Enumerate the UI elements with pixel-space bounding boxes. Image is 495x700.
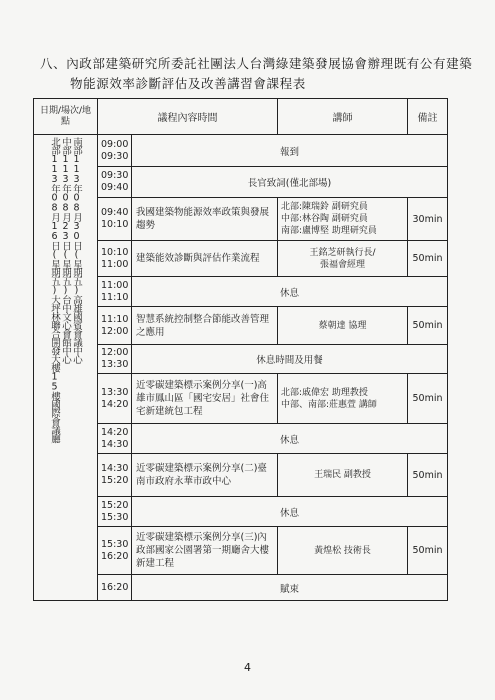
duration-note: 50min xyxy=(408,374,448,424)
schedule-table xyxy=(33,98,448,601)
speaker-cell: 北部:戚偉宏 助理教授 中部、南部:莊惠萱 講師 xyxy=(278,374,408,424)
heading-line-2: 物能源效率診斷評估及改善講習會課程表 xyxy=(70,76,306,91)
duration-note: 50min xyxy=(408,454,448,497)
document-heading xyxy=(40,54,480,94)
location-south: 南部113年08月30日(星期五)高雄國賓會議中心 xyxy=(71,137,82,363)
time-cell: 15:20 15:30 xyxy=(98,497,132,527)
session-label: 長官致詞(僅北部場) xyxy=(132,167,448,198)
time-cell: 12:00 13:30 xyxy=(98,345,132,374)
speaker-cell: 王銘芝研執行長/ 張福會經理 xyxy=(278,241,408,277)
time-cell: 11:00 11:10 xyxy=(98,277,132,307)
session-label: 休息 xyxy=(132,497,448,527)
location-central: 中部113年08月23日(星期五)台中文心會館中心 xyxy=(60,137,71,363)
topic-cell: 我國建築物能源效率政策與發展趨勢 xyxy=(132,198,278,241)
location-north: 北部113年08月16日(星期五)大坪林聯合開發大樓15樓國際會議廳 xyxy=(49,137,60,443)
topic-cell: 智慧系統控制整合節能改善管理之應用 xyxy=(132,307,278,345)
time-cell: 14:20 14:30 xyxy=(98,424,132,454)
session-label: 休息 xyxy=(132,424,448,454)
time-cell: 13:30 14:20 xyxy=(98,374,132,424)
page-number: 4 xyxy=(244,661,251,674)
header-speaker: 講師 xyxy=(278,99,408,135)
topic-cell: 近零碳建築標示案例分享(二)臺南市政府永華市政中心 xyxy=(132,454,278,497)
time-cell: 11:10 12:00 xyxy=(98,307,132,345)
time-cell: 14:30 15:20 xyxy=(98,454,132,497)
duration-note: 30min xyxy=(408,198,448,241)
header-row xyxy=(34,99,448,135)
time-cell: 09:40 10:10 xyxy=(98,198,132,241)
time-cell: 10:10 11:00 xyxy=(98,241,132,277)
time-cell: 16:20 xyxy=(98,575,132,601)
speaker-cell: 黃煌松 技術長 xyxy=(278,527,408,575)
speaker-cell: 蔡朝達 協理 xyxy=(278,307,408,345)
time-cell: 09:30 09:40 xyxy=(98,167,132,198)
duration-note: 50min xyxy=(408,527,448,575)
time-cell: 15:30 16:20 xyxy=(98,527,132,575)
session-label: 報到 xyxy=(132,135,448,167)
heading-line-1: 八、內政部建築研究所委託社團法人台灣綠建築發展協會辦理既有公有建築 xyxy=(40,56,473,71)
location-cell xyxy=(34,135,98,601)
duration-note: 50min xyxy=(408,241,448,277)
header-topic-time: 議程內容時間 xyxy=(98,99,278,135)
topic-cell: 近零碳建築標示案例分享(三)內政部國家公園署第一期廳舍大樓新建工程 xyxy=(132,527,278,575)
session-label: 休息時間及用餐 xyxy=(132,345,448,374)
header-note: 備註 xyxy=(408,99,448,135)
topic-cell: 近零碳建築標示案例分享(一)高雄市鳳山區「國宅安居」社會住宅新建統包工程 xyxy=(132,374,278,424)
session-label: 賦束 xyxy=(132,575,448,601)
speaker-cell: 王瑞民 副教授 xyxy=(278,454,408,497)
session-label: 休息 xyxy=(132,277,448,307)
header-date-location: 日期/場次/地點 xyxy=(34,99,98,135)
table-row xyxy=(34,135,448,167)
time-cell: 09:00 09:30 xyxy=(98,135,132,167)
duration-note: 50min xyxy=(408,307,448,345)
topic-cell: 建築能效診斷與評估作業流程 xyxy=(132,241,278,277)
speaker-cell: 北部:陳瑞鈴 副研究員 中部:林谷陶 副研究員 南部:盧博堅 助理研究員 xyxy=(278,198,408,241)
